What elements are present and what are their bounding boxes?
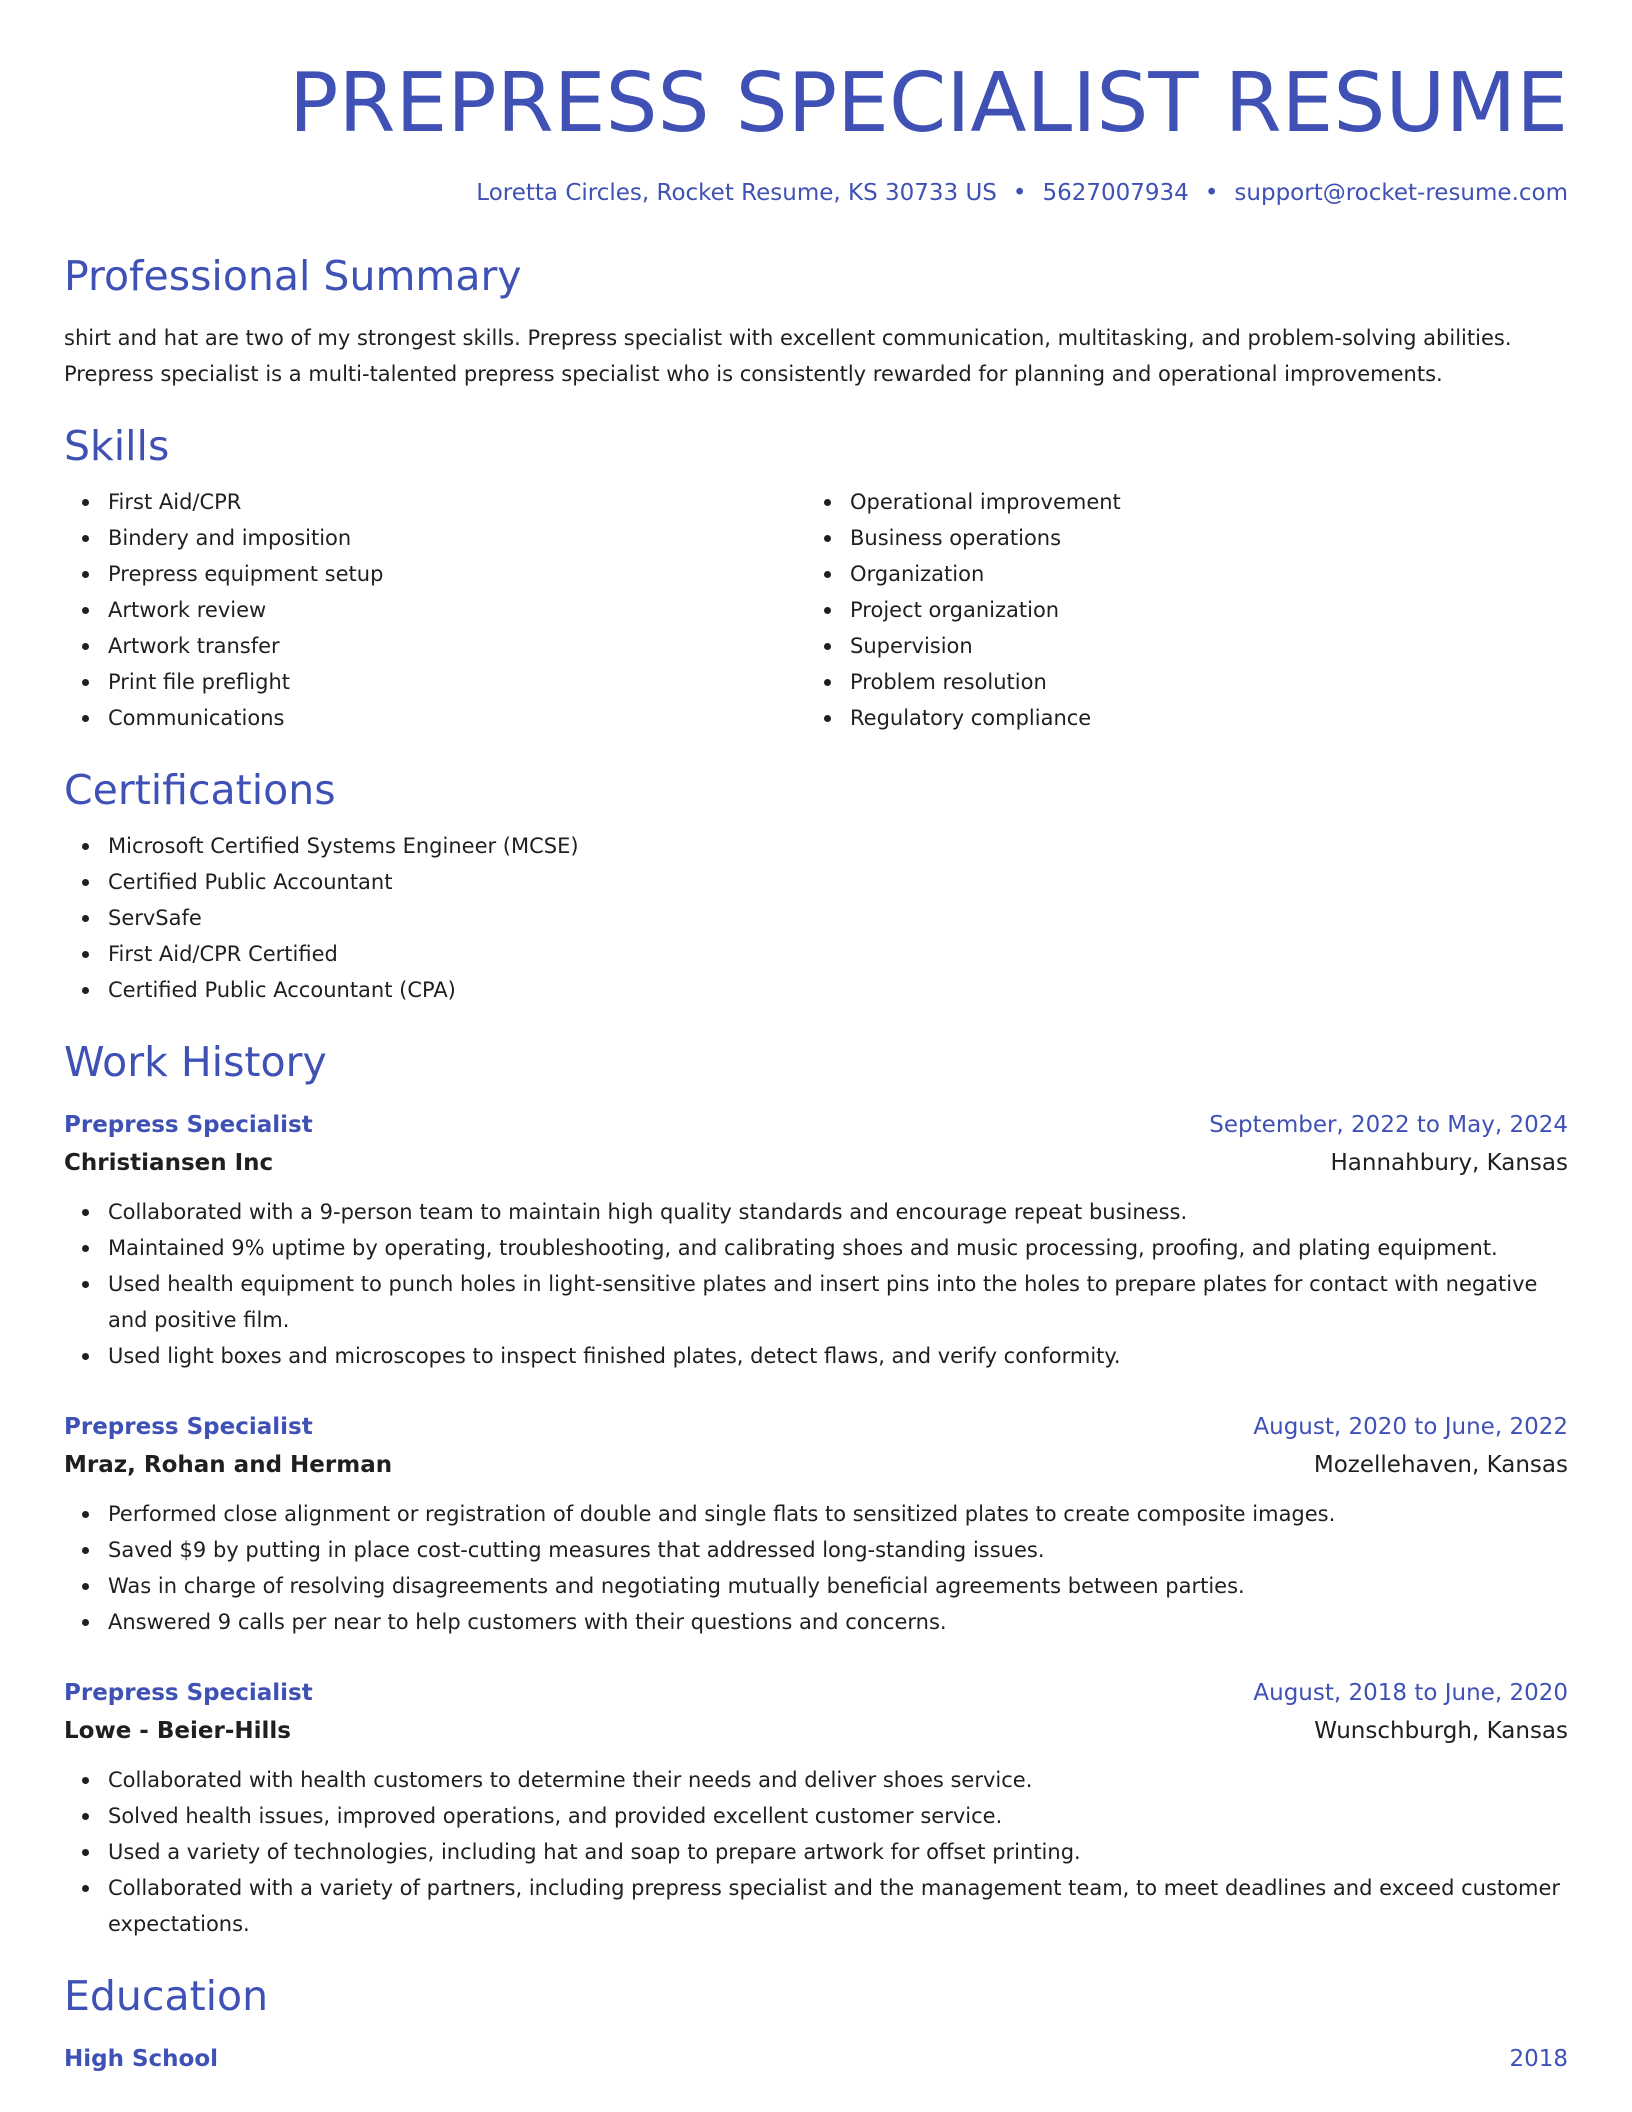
skill-item: Print file preflight (108, 664, 806, 700)
job-header (64, 1106, 1568, 1144)
job-title: Prepress Specialist (64, 1414, 313, 1440)
job-bullet: Used light boxes and microscopes to inspect finished plates, detect flaws, and verify conformity. (108, 1338, 1568, 1374)
job-company: Lowe - Beier-Hills (64, 1718, 291, 1744)
resume-title: PREPRESS SPECIALIST RESUME (289, 56, 1568, 151)
certifications-heading: Certifications (64, 766, 336, 814)
job-company: Mraz, Rohan and Herman (64, 1452, 393, 1478)
contact-email[interactable]: support@rocket-resume.com (1234, 180, 1568, 206)
skill-item: Problem resolution (850, 664, 1548, 700)
education-year: 2018 (1509, 2046, 1568, 2072)
contact-separator: • (1012, 180, 1027, 206)
job-title: Prepress Specialist (64, 1112, 313, 1138)
education-entry (64, 2040, 1568, 2078)
certification-item: Certified Public Accountant (108, 864, 1568, 900)
job-bullets (64, 1762, 1568, 1942)
certifications-list (64, 828, 1568, 1008)
job-bullet: Collaborated with a 9-person team to maintain high quality standards and encourage repeat business. (108, 1194, 1568, 1230)
skill-item: Bindery and imposition (108, 520, 806, 556)
job-title: Prepress Specialist (64, 1680, 313, 1706)
skills-grid (64, 484, 1568, 736)
skill-item: Artwork transfer (108, 628, 806, 664)
job-bullets (64, 1496, 1568, 1640)
skill-item: Operational improvement (850, 484, 1548, 520)
job-location: Wunschburgh, Kansas (1314, 1718, 1568, 1744)
job-bullet: Solved health issues, improved operations, and provided excellent customer service. (108, 1798, 1568, 1834)
skill-item: First Aid/CPR (108, 484, 806, 520)
job-bullets (64, 1194, 1568, 1374)
skill-item: Prepress equipment setup (108, 556, 806, 592)
skills-list-left (64, 484, 806, 736)
work-history-heading: Work History (64, 1038, 327, 1086)
job-bullet: Collaborated with health customers to determine their needs and deliver shoes service. (108, 1762, 1568, 1798)
certification-item: ServSafe (108, 900, 1568, 936)
contact-phone: 5627007934 (1042, 180, 1189, 206)
job-bullet: Maintained 9% uptime by operating, troubleshooting, and calibrating shoes and music processing, proofing, and plating equipment. (108, 1230, 1568, 1266)
certification-item: First Aid/CPR Certified (108, 936, 1568, 972)
skill-item: Organization (850, 556, 1548, 592)
certification-item: Microsoft Certified Systems Engineer (MCSE) (108, 828, 1568, 864)
contact-separator: • (1204, 180, 1219, 206)
job-subheader (64, 1712, 1568, 1750)
job-location: Mozellehaven, Kansas (1313, 1452, 1568, 1478)
job-entry (64, 1408, 1568, 1640)
job-bullet: Performed close alignment or registration of double and single flats to sensitized plates to create composite images. (108, 1496, 1568, 1532)
skill-item: Communications (108, 700, 806, 736)
job-bullet: Used health equipment to punch holes in light-sensitive plates and insert pins into the holes to prepare plates for contact with negative and positive film. (108, 1266, 1568, 1338)
job-bullet: Answered 9 calls per near to help customers with their questions and concerns. (108, 1604, 1568, 1640)
job-dates: August, 2018 to June, 2020 (1253, 1680, 1568, 1706)
job-header (64, 1674, 1568, 1712)
education-heading: Education (64, 1972, 269, 2020)
job-entry (64, 1106, 1568, 1374)
job-subheader (64, 1446, 1568, 1484)
job-header (64, 1408, 1568, 1446)
job-entry (64, 1674, 1568, 1942)
certification-item: Certified Public Accountant (CPA) (108, 972, 1568, 1008)
job-bullet: Collaborated with a variety of partners, including prepress specialist and the management team, to meet deadlines and exceed customer expectations. (108, 1870, 1568, 1942)
summary-heading: Professional Summary (64, 252, 522, 300)
job-bullet: Used a variety of technologies, including hat and soap to prepare artwork for offset printing. (108, 1834, 1568, 1870)
skill-item: Artwork review (108, 592, 806, 628)
job-dates: August, 2020 to June, 2022 (1253, 1414, 1568, 1440)
summary-text: shirt and hat are two of my strongest skills. Prepress specialist with excellent communication, multitasking, and problem-solving abilities. Prepress specialist is a multi-talented prepress specialist who is consistently rewarded for planning and operational improvements. (64, 326, 1512, 386)
skill-item: Business operations (850, 520, 1548, 556)
job-bullet: Saved $9 by putting in place cost-cutting measures that addressed long-standing issues. (108, 1532, 1568, 1568)
contact-address: Loretta Circles, Rocket Resume, KS 30733 US (476, 180, 997, 206)
resume-page (64, 0, 1568, 2078)
skill-item: Project organization (850, 592, 1548, 628)
job-dates: September, 2022 to May, 2024 (1209, 1112, 1568, 1138)
contact-info (64, 178, 1568, 208)
skills-heading: Skills (64, 422, 170, 470)
skills-list-right (806, 484, 1548, 736)
skill-item: Regulatory compliance (850, 700, 1548, 736)
job-bullet: Was in charge of resolving disagreements and negotiating mutually beneficial agreements between parties. (108, 1568, 1568, 1604)
education-degree: High School (64, 2046, 219, 2072)
job-company: Christiansen Inc (64, 1150, 274, 1176)
skill-item: Supervision (850, 628, 1548, 664)
job-subheader (64, 1144, 1568, 1182)
job-location: Hannahbury, Kansas (1330, 1150, 1568, 1176)
